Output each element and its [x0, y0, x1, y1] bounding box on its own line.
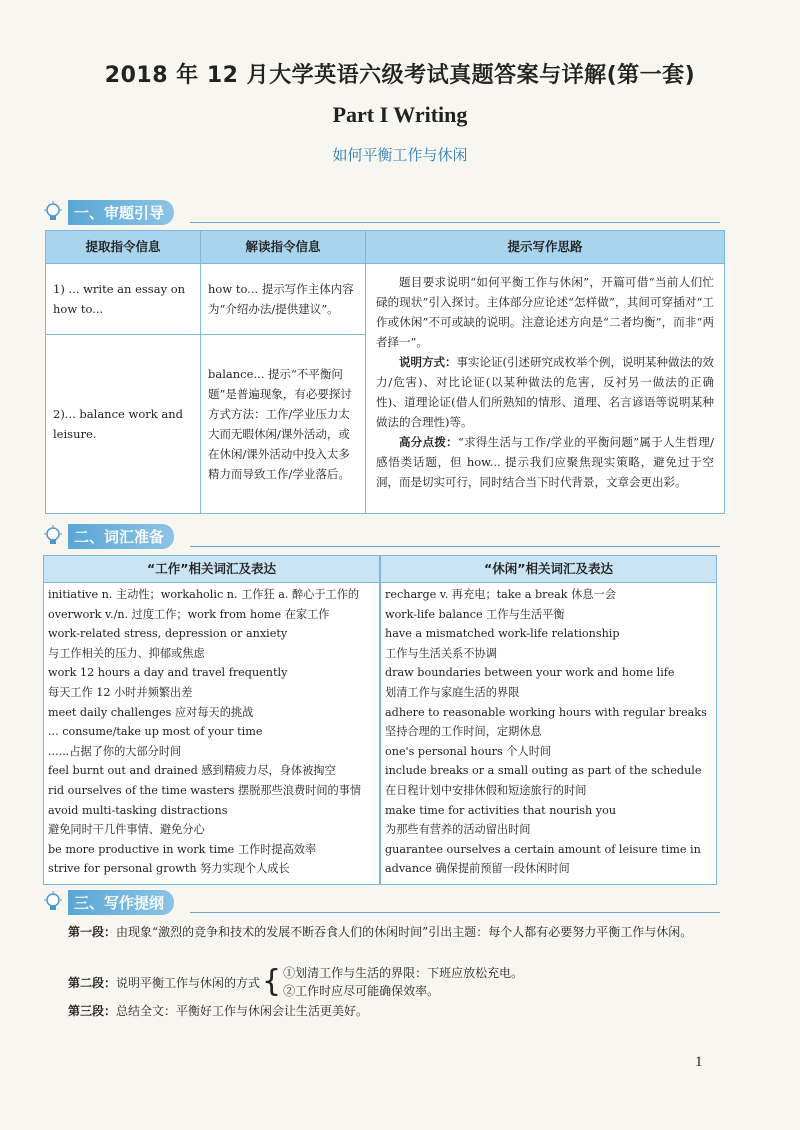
vocab-item: overwork v./n. 过度工作；work from home 在家工作 — [48, 607, 330, 621]
section3-heading — [42, 890, 174, 914]
vocab-box — [43, 555, 717, 885]
vocab-item: avoid multi-tasking distractions — [48, 803, 228, 817]
vocab-item: rid ourselves of the time wasters 摆脱那些浪费时间的事情 — [48, 783, 362, 797]
vocab-item: 每天工作 12 小时并频繁出差 — [48, 685, 193, 699]
vocab-item: meet daily challenges 应对每天的挑战 — [48, 705, 254, 719]
section1-title: 一、审题引导 — [68, 200, 174, 225]
vocab-item: initiative n. 主动性；workaholic n. 工作狂 a. 醉心于工作的 — [48, 588, 360, 601]
vocab-item: 在日程计划中安排休假和短途旅行的时间 — [385, 783, 587, 797]
interpret-cell: how to... 提示写作主体内容为“介绍办法/提供建议”。 — [201, 264, 366, 335]
column-header: 解读指令信息 — [201, 231, 366, 264]
page-number: 1 — [695, 1054, 703, 1070]
vocab-item: recharge v. 再充电；take a break 休息一会 — [385, 588, 616, 601]
guide-paragraph: 题目要求说明“如何平衡工作与休闲”，开篇可借“当前人们忙碌的现状”引入探讨。主体部分应论述“怎样做”，其间可穿插对“工作或休闲”不可或缺的说明。注意论述方向是“二者均衡”，而非“两者择一”。 — [376, 275, 714, 349]
part-title: Part I Writing — [332, 102, 468, 127]
outline-subitem: ①划清工作与生活的界限：下班应放松充电。 — [283, 966, 524, 980]
vocab-item: one's personal hours 个人时间 — [385, 744, 552, 758]
leisure-vocab-list — [381, 583, 716, 881]
outline-paragraph-2 — [68, 964, 718, 1000]
vocab-item: adhere to reasonable working hours with regular breaks — [385, 705, 707, 719]
page-title: 2018 年 12 月大学英语六级考试真题答案与详解(第一套) — [104, 63, 696, 88]
section2-heading — [42, 524, 174, 548]
lightbulb-icon — [42, 524, 64, 548]
vocab-item: draw boundaries between your work and home life — [385, 666, 675, 680]
leisure-vocab-column — [381, 556, 716, 884]
table-row — [46, 264, 725, 335]
vocab-item: ......占据了你的大部分时间 — [48, 744, 182, 758]
vocab-item: 坚持合理的工作时间，定期休息 — [385, 725, 542, 739]
guide-paragraph: “求得生活与工作/学业的平衡问题”属于人生哲理/感悟类话题，但 how... 提示我们应聚焦现实策略，避免过于空洞，而是切实可行，同时结合当下时代背景，文章会更出彩。 — [376, 435, 715, 489]
table-header-row — [46, 231, 725, 264]
outline-label: 第二段： — [68, 975, 117, 990]
work-vocab-title: “工作”相关词汇及表达 — [44, 556, 379, 583]
guide-label: 说明方式： — [399, 355, 457, 369]
outline-label: 第一段： — [68, 925, 117, 939]
work-vocab-column — [44, 556, 381, 884]
outline-text: 总结全文：平衡好工作与休闲会让生活更美好。 — [116, 1004, 369, 1018]
guide-cell — [366, 264, 725, 514]
guide-label: 高分点拨： — [399, 435, 458, 449]
vocab-item: ... consume/take up most of your time — [48, 725, 263, 739]
column-header: 提取指令信息 — [46, 231, 201, 264]
vocab-item: feel burnt out and drained 感到精疲力尽，身体被掏空 — [48, 764, 336, 778]
column-header: 提示写作思路 — [366, 231, 725, 264]
lightbulb-icon — [42, 890, 64, 914]
analysis-table — [45, 230, 725, 514]
outline-paragraph-3 — [68, 1002, 718, 1019]
section3-title: 三、写作提纲 — [68, 890, 174, 915]
outline-paragraph-1 — [68, 922, 718, 942]
vocab-item: 划清工作与家庭生活的界限 — [385, 685, 520, 699]
outline-text: 说明平衡工作与休闲的方式 — [116, 975, 261, 990]
vocab-item: include breaks or a small outing as part of the schedule — [385, 764, 702, 778]
section2-title: 二、词汇准备 — [68, 524, 174, 549]
vocab-item: strive for personal growth 努力实现个人成长 — [48, 862, 290, 876]
work-vocab-list — [44, 583, 379, 881]
topic-title: 如何平衡工作与休闲 — [332, 146, 468, 164]
divider — [190, 222, 720, 223]
divider — [190, 912, 720, 913]
leisure-vocab-title: “休闲”相关词汇及表达 — [381, 556, 716, 583]
vocab-item: make time for activities that nourish you — [385, 803, 617, 817]
vocab-item: work-related stress, depression or anxiety — [48, 627, 288, 641]
outline-text: 由现象“激烈的竞争和技术的发展不断吞食人们的休闲时间”引出主题：每个人都有必要努力平衡工作与休闲。 — [116, 925, 693, 939]
vocab-item: guarantee ourselves a certain amount of leisure time in — [385, 842, 701, 856]
vocab-item: 为那些有营养的活动留出时间 — [385, 823, 531, 837]
extract-cell: 2)... balance work and leisure. — [46, 335, 201, 514]
vocab-item: be more productive in work time 工作时提高效率 — [48, 842, 317, 856]
vocab-item: work 12 hours a day and travel frequently — [48, 666, 288, 680]
outline-subitem: ②工作时应尽可能确保效率。 — [283, 984, 440, 998]
interpret-cell: balance... 提示“不平衡问题”是普遍现象，有必要探讨方式方法：工作/学业压力太大而无暇休闲/课外活动，或在休闲/课外活动中投入太多精力而导致工作/学业落后。 — [201, 335, 366, 514]
section1-heading — [42, 200, 174, 224]
lightbulb-icon — [42, 200, 64, 224]
vocab-item: work-life balance 工作与生活平衡 — [385, 607, 565, 621]
outline-label: 第三段： — [68, 1004, 117, 1018]
vocab-item: 避免同时干几件事情、避免分心 — [48, 823, 205, 837]
guide-paragraph: 事实论证(引述研究成枚举个例，说明某种做法的效力/危害)、对比论证(以某种做法的危害，反衬另一做法的正确性)、道理论证(借人们所熟知的情形、道理、名言谚语等说明某种做法的合理性)等。 — [376, 355, 715, 429]
brace: { — [262, 964, 282, 999]
divider — [190, 546, 720, 547]
extract-cell: 1) ... write an essay on how to... — [46, 264, 201, 335]
vocab-item: 工作与生活关系不协调 — [385, 646, 497, 660]
vocab-item: advance 确保提前预留一段休闲时间 — [385, 862, 570, 876]
vocab-item: 与工作相关的压力、抑郁或焦虑 — [48, 646, 205, 660]
outline-sublist — [283, 964, 523, 1000]
vocab-item: have a mismatched work-life relationship — [385, 627, 620, 641]
